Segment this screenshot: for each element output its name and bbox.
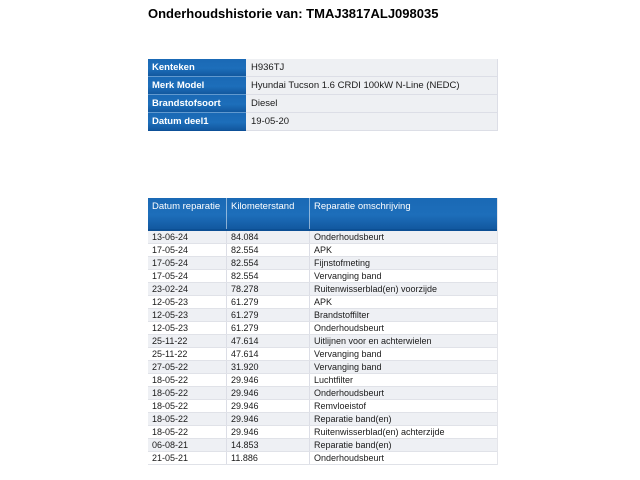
- table-row: [148, 283, 497, 296]
- date-cell: 13-06-24: [148, 231, 227, 243]
- date-cell: 06-08-21: [148, 439, 227, 451]
- description-cell: Fijnstofmeting: [314, 258, 371, 268]
- km-cell: 61.279: [227, 322, 310, 334]
- table-row: [148, 439, 497, 452]
- vehicle-info-table: [148, 59, 498, 131]
- info-label: Datum deel1: [148, 113, 246, 131]
- km-cell: 29.946: [227, 387, 310, 399]
- description-cell: Remvloeistof: [314, 401, 367, 411]
- table-row: [148, 361, 497, 374]
- km-cell: 82.554: [227, 244, 310, 256]
- table-row: [148, 244, 497, 257]
- date-cell: 18-05-22: [148, 400, 227, 412]
- description-cell: APK: [314, 297, 333, 307]
- km-cell: 61.279: [227, 309, 310, 321]
- description-cell: Onderhoudsbeurt: [314, 232, 385, 242]
- date-cell: 18-05-22: [148, 413, 227, 425]
- date-cell: 17-05-24: [148, 244, 227, 256]
- table-row: [148, 231, 497, 244]
- table-row: [148, 374, 497, 387]
- info-value: Diesel: [246, 95, 497, 113]
- info-row-brandstofsoort: [148, 95, 497, 113]
- table-header-row: [148, 198, 497, 231]
- description-cell: Ruitenwisserblad(en) voorzijde: [314, 284, 438, 294]
- table-row: [148, 270, 497, 283]
- km-cell: 47.614: [227, 348, 310, 360]
- km-cell: 29.946: [227, 374, 310, 386]
- km-cell: 82.554: [227, 257, 310, 269]
- info-label: Kenteken: [148, 59, 246, 77]
- description-cell: Brandstoffilter: [314, 310, 370, 320]
- description-cell: APK: [314, 245, 333, 255]
- description-cell: Onderhoudsbeurt: [314, 388, 385, 398]
- column-header-reparatie-omschrijving: Reparatie omschrijving: [314, 201, 411, 212]
- table-row: [148, 400, 497, 413]
- date-cell: 27-05-22: [148, 361, 227, 373]
- date-cell: 21-05-21: [148, 452, 227, 464]
- km-cell: 84.084: [227, 231, 310, 243]
- date-cell: 18-05-22: [148, 387, 227, 399]
- table-row: [148, 309, 497, 322]
- table-row: [148, 348, 497, 361]
- page-title: Onderhoudshistorie van: TMAJ3817ALJ098035: [148, 6, 439, 21]
- km-cell: 47.614: [227, 335, 310, 347]
- km-cell: 29.946: [227, 400, 310, 412]
- table-row: [148, 322, 497, 335]
- date-cell: 12-05-23: [148, 309, 227, 321]
- date-cell: 25-11-22: [148, 335, 227, 347]
- description-cell: Luchtfilter: [314, 375, 354, 385]
- km-cell: 29.946: [227, 426, 310, 438]
- km-cell: 14.853: [227, 439, 310, 451]
- description-cell: Onderhoudsbeurt: [314, 453, 385, 463]
- description-cell: Onderhoudsbeurt: [314, 323, 385, 333]
- km-cell: 82.554: [227, 270, 310, 282]
- column-header-datum-reparatie: Datum reparatie: [148, 198, 227, 229]
- date-cell: 12-05-23: [148, 296, 227, 308]
- info-row-kenteken: [148, 59, 497, 77]
- date-cell: 12-05-23: [148, 322, 227, 334]
- date-cell: 18-05-22: [148, 374, 227, 386]
- info-row-merk-model: [148, 77, 497, 95]
- km-cell: 29.946: [227, 413, 310, 425]
- table-row: [148, 335, 497, 348]
- table-row: [148, 296, 497, 309]
- date-cell: 25-11-22: [148, 348, 227, 360]
- date-cell: 18-05-22: [148, 426, 227, 438]
- info-value: Hyundai Tucson 1.6 CRDI 100kW N-Line (NEDC): [246, 77, 497, 95]
- table-row: [148, 413, 497, 426]
- date-cell: 23-02-24: [148, 283, 227, 295]
- km-cell: 11.886: [227, 452, 310, 464]
- description-cell: Vervanging band: [314, 362, 382, 372]
- date-cell: 17-05-24: [148, 257, 227, 269]
- date-cell: 17-05-24: [148, 270, 227, 282]
- km-cell: 78.278: [227, 283, 310, 295]
- description-cell: Vervanging band: [314, 349, 382, 359]
- km-cell: 61.279: [227, 296, 310, 308]
- description-cell: Reparatie band(en): [314, 440, 392, 450]
- info-value: 19-05-20: [246, 113, 497, 131]
- table-row: [148, 387, 497, 400]
- table-row: [148, 452, 497, 465]
- description-cell: Ruitenwisserblad(en) achterzijde: [314, 427, 445, 437]
- description-cell: Vervanging band: [314, 271, 382, 281]
- column-header-kilometerstand: Kilometerstand: [227, 198, 310, 229]
- description-cell: Uitlijnen voor en achterwielen: [314, 336, 432, 346]
- km-cell: 31.920: [227, 361, 310, 373]
- table-row: [148, 426, 497, 439]
- info-row-datum-deel1: [148, 113, 497, 131]
- info-label: Brandstofsoort: [148, 95, 246, 113]
- info-label: Merk Model: [148, 77, 246, 95]
- info-value: H936TJ: [246, 59, 497, 77]
- maintenance-history-table: [148, 198, 498, 465]
- table-row: [148, 257, 497, 270]
- description-cell: Reparatie band(en): [314, 414, 392, 424]
- report-page: [148, 0, 498, 463]
